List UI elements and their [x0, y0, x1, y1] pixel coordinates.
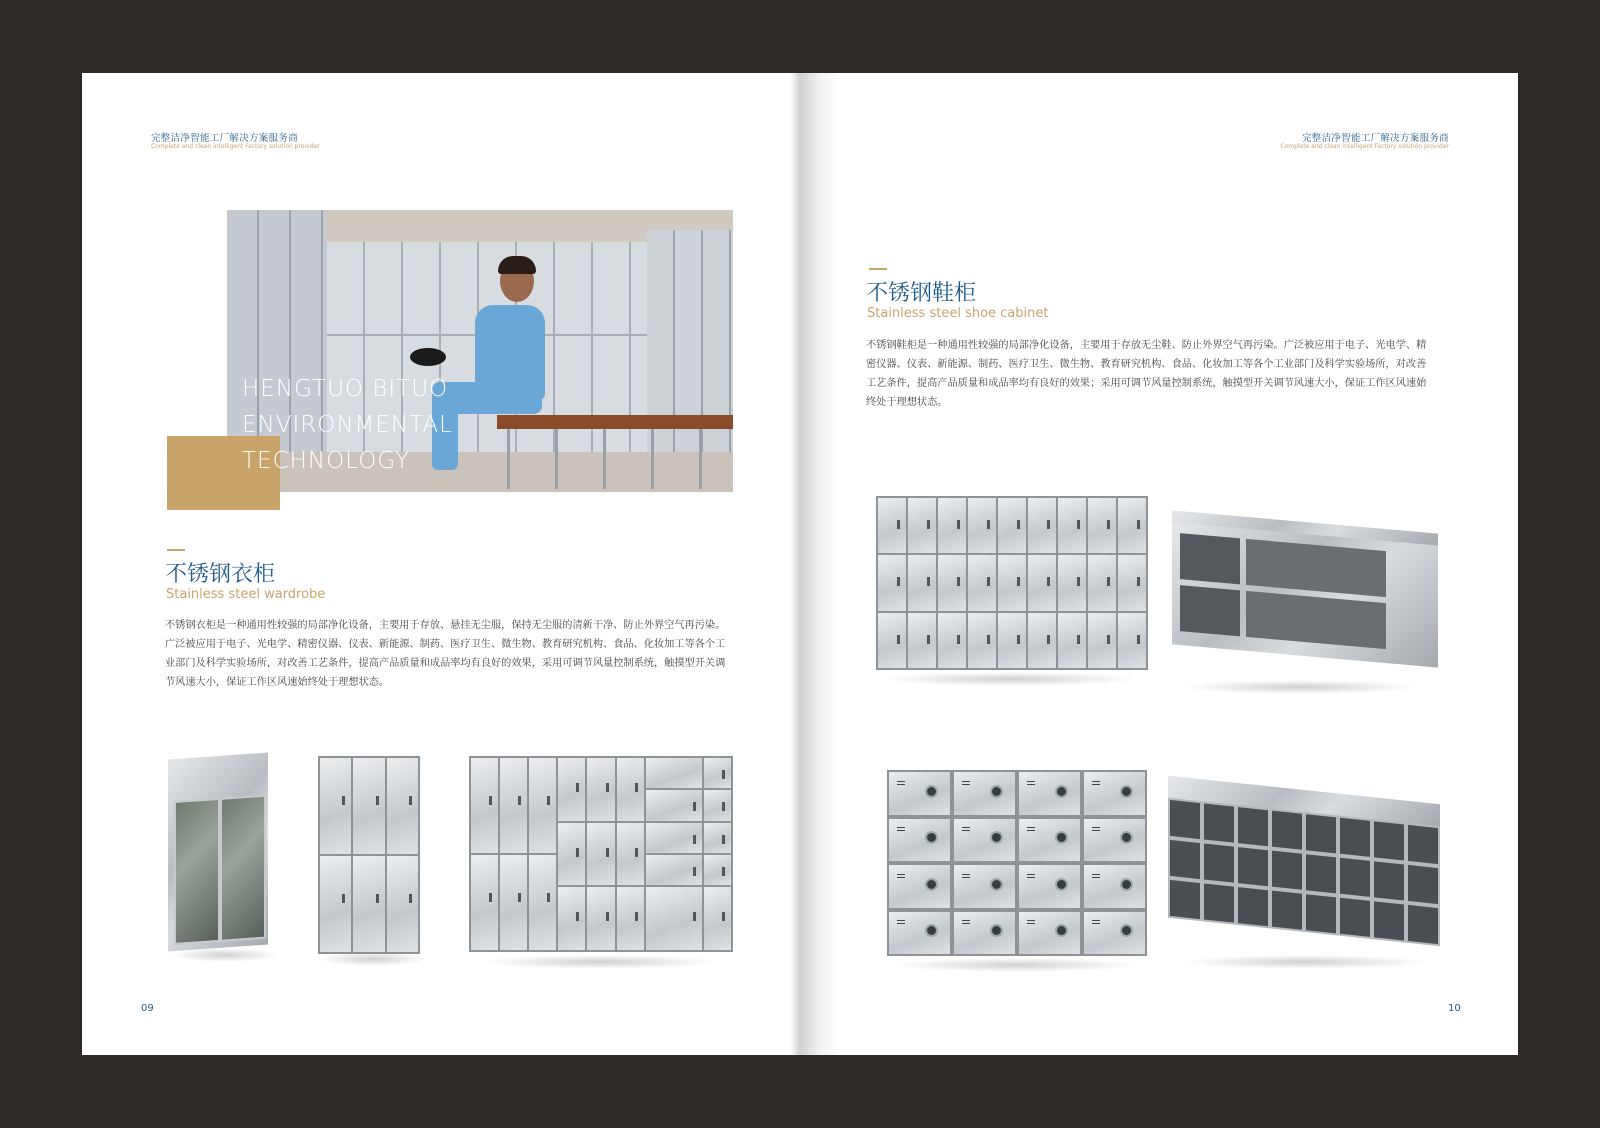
shoe — [410, 348, 446, 366]
wardrobe-glass-door-product — [168, 753, 268, 952]
right-section-title-cn: 不锈钢鞋柜 — [866, 281, 977, 306]
right-title-dash — [869, 268, 887, 270]
right-header-cn: 完整洁净智能工厂解决方案服务商 — [1301, 133, 1449, 144]
left-section-title-cn: 不锈钢衣柜 — [165, 562, 276, 587]
hero-overlay-text — [242, 371, 542, 479]
hero-line-3: TECHNOLOGY — [242, 448, 411, 474]
shadow — [880, 672, 1140, 686]
left-body-text: 不锈钢衣柜是一种通用性较强的局部净化设备，主要用于存放、悬挂无尘服，保持无尘服的清新干净、防止外界空气再污染。广泛被应用于电子、光电学、精密仪器、仪表、新能源、制药、医疗卫生、微生物、教育研究机构、食品、化妆加工等各个工业部门及科学实验场所，对改善工艺条件，提高产品质量和成品率均有良好的效果，采用可调节风量控制系统，触摸型开关调节风速大小，保证工作区风速始终处于理想状态。 — [165, 620, 726, 688]
hero-line-1: HENGTUO BITUO — [242, 376, 449, 402]
hero-line-2: ENVIRONMENTAL — [242, 412, 453, 438]
shadow — [170, 948, 280, 962]
locker-bank-product — [469, 756, 733, 952]
left-header-cn: 完整洁净智能工厂解决方案服务商 — [151, 133, 299, 144]
right-page-number: 10 — [1448, 1003, 1461, 1014]
left-section-title-en: Stainless steel wardrobe — [166, 587, 326, 602]
wardrobe-6-door-product — [318, 756, 420, 954]
shadow — [1180, 955, 1430, 969]
left-title-dash — [167, 549, 185, 551]
shadow — [480, 955, 720, 969]
shadow — [1180, 680, 1420, 694]
left-header-en: Complete and clean intelligent Factory solution provider — [151, 143, 320, 150]
shoe-locker-27-door-product — [876, 496, 1148, 670]
open-shoe-shelf-product — [1172, 522, 1438, 656]
right-header-en: Complete and clean intelligent Factory solution provider — [1280, 143, 1449, 150]
right-body-text: 不锈钢鞋柜是一种通用性较强的局部净化设备，主要用于存放无尘鞋、防止外界空气再污染。广泛被应用于电子、光电学、精密仪器、仪表、新能源、制药、医疗卫生、微生物、教育研究机构、食品、化妆加工等各个工业部门及科学实验场所，对改善工艺条件，提高产品质量和成品率均有良好的效果；采用可调节风量控制系统，触摸型开关调节风速大小，保证工作区风速始终处于理想状态。 — [866, 340, 1427, 408]
cubby-shoe-bench-product — [1168, 790, 1440, 940]
shadow — [890, 958, 1140, 972]
shadow — [318, 952, 428, 966]
person-hair — [498, 256, 536, 274]
shoe-locker-16-drawer-product — [887, 770, 1147, 956]
left-page-number: 09 — [141, 1003, 154, 1014]
right-section-title-en: Stainless steel shoe cabinet — [867, 306, 1049, 321]
